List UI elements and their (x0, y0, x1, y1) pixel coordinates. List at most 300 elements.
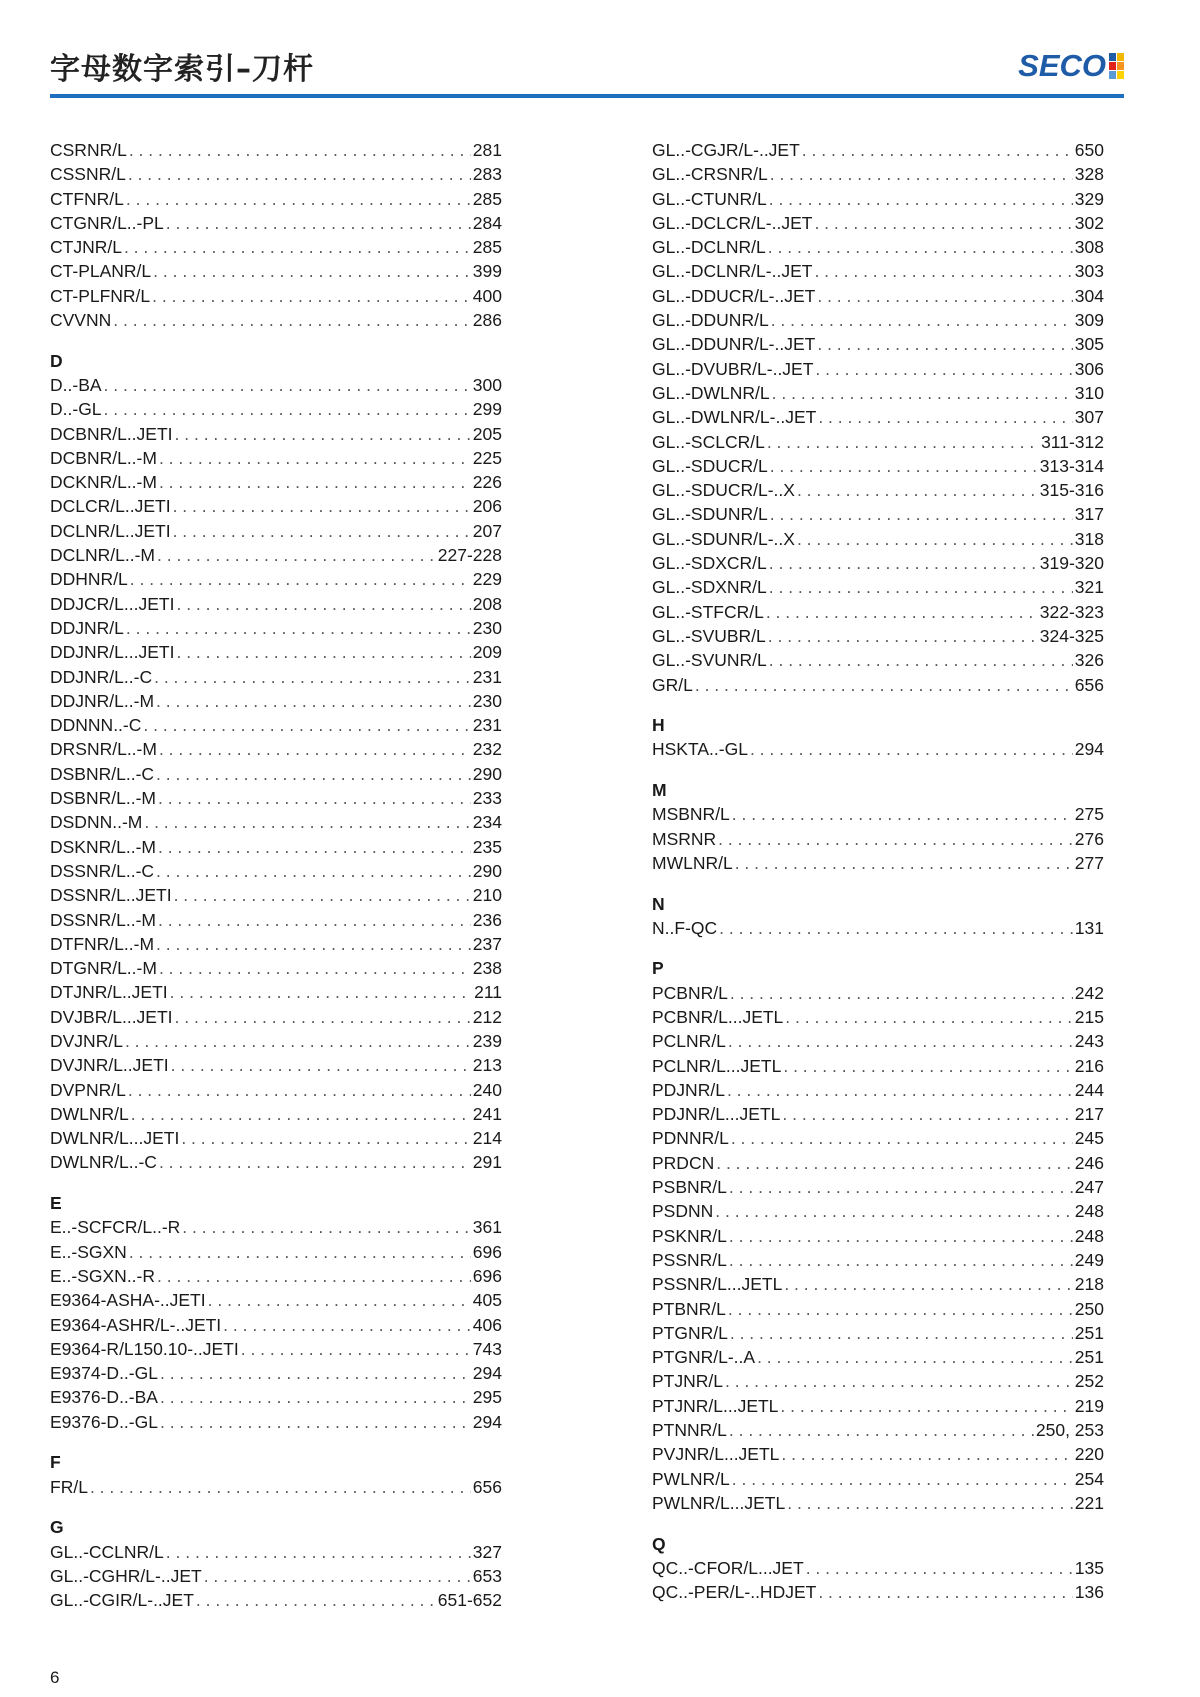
entry-code: DTFNR/L..-M (50, 933, 155, 954)
entry-page: 310 (1074, 382, 1104, 403)
entry-page: 230 (472, 617, 502, 638)
dot-leader (131, 1102, 471, 1126)
dot-leader (181, 1126, 470, 1150)
entry-code: MWLNR/L (652, 852, 733, 873)
dot-leader (176, 592, 470, 616)
entry-code: PSBNR/L (652, 1177, 727, 1198)
entry-page: 400 (472, 285, 502, 306)
entry-code: DCLCR/L..JETI (50, 496, 171, 517)
entry-code: E9364-ASHR/L-..JETI (50, 1314, 222, 1335)
dot-leader (159, 470, 471, 494)
entry-code: CTFNR/L (50, 188, 124, 209)
seco-logo (1018, 48, 1124, 84)
entry-code: PWLNR/L...JETL (652, 1492, 786, 1513)
index-entry (50, 1588, 502, 1612)
entry-page: 324-325 (1039, 625, 1104, 646)
index-entry (652, 162, 1104, 186)
dot-leader (160, 1410, 471, 1434)
index-entry (652, 1151, 1104, 1175)
dot-leader (176, 640, 470, 664)
index-entry (50, 835, 502, 859)
entry-page: 225 (472, 447, 502, 468)
index-entry (652, 1126, 1104, 1150)
entry-code: GL..-DCLNR/L-..JET (652, 261, 813, 282)
entry-page: 205 (472, 423, 502, 444)
index-entry (652, 259, 1104, 283)
entry-page: 244 (1074, 1079, 1104, 1100)
index-entry (652, 851, 1104, 875)
dot-leader (769, 551, 1038, 575)
entry-code: DDJNR/L...JETI (50, 642, 175, 663)
index-entry (50, 1264, 502, 1288)
entry-code: QC..-CFOR/L...JET (652, 1557, 804, 1578)
entry-page: 221 (1074, 1492, 1104, 1513)
dot-leader (170, 980, 472, 1004)
index-entry (50, 446, 502, 470)
entry-code: GL..-STFCR/L (652, 601, 764, 622)
entry-page: 252 (1074, 1371, 1104, 1392)
dot-leader (129, 1240, 471, 1264)
entry-page: 290 (472, 763, 502, 784)
entry-code: MSRNR (652, 828, 717, 849)
entry-code: GL..-SDUNR/L-..X (652, 528, 795, 549)
dot-leader (174, 883, 471, 907)
index-entry (652, 1054, 1104, 1078)
index-entry (652, 357, 1104, 381)
entry-page: 212 (472, 1006, 502, 1027)
index-entry (50, 284, 502, 308)
dot-leader (156, 859, 471, 883)
index-entry (652, 624, 1104, 648)
index-entry (50, 810, 502, 834)
index-entry (50, 883, 502, 907)
entry-page: 135 (1074, 1557, 1104, 1578)
dot-leader (750, 737, 1073, 761)
entry-page: 233 (472, 788, 502, 809)
index-entry (50, 1005, 502, 1029)
entry-page: 317 (1074, 504, 1104, 525)
entry-page: 241 (472, 1103, 502, 1124)
index-entry (50, 1475, 502, 1499)
dot-leader (797, 478, 1038, 502)
entry-code: N..F-QC (652, 917, 718, 938)
index-entry (50, 980, 502, 1004)
dot-leader (158, 835, 471, 859)
index-entry (652, 1199, 1104, 1223)
dot-leader (767, 430, 1039, 454)
entry-code: GL..-SVUBR/L (652, 625, 766, 646)
entry-page: 294 (472, 1363, 502, 1384)
dot-leader (817, 284, 1072, 308)
index-entry (50, 1410, 502, 1434)
entry-code: PRDCN (652, 1152, 715, 1173)
logo-text: SECO (1018, 48, 1106, 83)
index-entry (50, 1564, 502, 1588)
index-entry (652, 1297, 1104, 1321)
entry-page: 215 (1074, 1006, 1104, 1027)
dot-leader (144, 810, 470, 834)
index-entry (50, 1078, 502, 1102)
entry-page: 246 (1074, 1152, 1104, 1173)
dot-leader (769, 648, 1073, 672)
entry-code: PCBNR/L...JETL (652, 1006, 784, 1027)
entry-code: PVJNR/L...JETL (652, 1444, 780, 1465)
entry-code: DSSNR/L..-C (50, 860, 155, 881)
entry-code: PSSNR/L (652, 1249, 727, 1270)
dot-leader (769, 187, 1073, 211)
entry-code: DDJCR/L...JETI (50, 593, 175, 614)
dot-leader (802, 138, 1073, 162)
dot-leader (154, 665, 471, 689)
entry-page: 208 (472, 593, 502, 614)
dot-leader (156, 689, 471, 713)
index-entry (652, 211, 1104, 235)
dot-leader (124, 235, 471, 259)
index-entry (50, 211, 502, 235)
entry-code: DSSNR/L..-M (50, 909, 156, 930)
index-entry (652, 981, 1104, 1005)
entry-code: QC..-PER/L-..HDJET (652, 1582, 817, 1603)
dot-leader (729, 1224, 1073, 1248)
entry-page: 207 (472, 520, 502, 541)
entry-page: 650 (1074, 140, 1104, 160)
entry-page: 291 (472, 1152, 502, 1173)
entry-page: 237 (472, 933, 502, 954)
entry-code: PWLNR/L (652, 1468, 730, 1489)
index-entry (652, 1248, 1104, 1272)
entry-code: GL..-SDUNR/L (652, 504, 768, 525)
index-entry (652, 1345, 1104, 1369)
index-entry (50, 1150, 502, 1174)
dot-leader (766, 600, 1038, 624)
entry-page: 305 (1074, 334, 1104, 355)
index-entry (50, 592, 502, 616)
index-letter-heading: F (50, 1452, 61, 1473)
dot-leader (784, 1272, 1072, 1296)
entry-page: 214 (472, 1128, 502, 1149)
index-entry (50, 422, 502, 446)
entry-code: PCBNR/L (652, 982, 728, 1003)
entry-code: PTGNR/L (652, 1322, 728, 1343)
entry-page: 218 (1074, 1274, 1104, 1295)
entry-page: 240 (472, 1079, 502, 1100)
entry-page: 213 (472, 1055, 502, 1076)
entry-page: 239 (472, 1030, 502, 1051)
entry-code: GL..-CGIR/L-..JET (50, 1590, 194, 1611)
entry-page: 329 (1074, 188, 1104, 209)
index-entry (652, 1394, 1104, 1418)
dot-leader (768, 624, 1038, 648)
index-letter-heading: G (50, 1517, 64, 1538)
dot-leader (104, 397, 471, 421)
entry-code: DCBNR/L..-M (50, 447, 157, 468)
entry-page: 254 (1074, 1468, 1104, 1489)
index-entry (50, 162, 502, 186)
entry-code: GL..-DDUNR/L (652, 310, 769, 331)
index-entry (652, 1029, 1104, 1053)
index-entry (50, 567, 502, 591)
dot-leader (182, 1215, 471, 1239)
entry-page: 136 (1074, 1582, 1104, 1603)
index-entry (652, 1369, 1104, 1393)
dot-leader (241, 1337, 471, 1361)
index-entry (652, 235, 1104, 259)
dot-leader (797, 527, 1073, 551)
entry-page: 743 (472, 1338, 502, 1359)
entry-code: HSKTA..-GL (652, 739, 748, 760)
dot-leader (160, 1385, 471, 1409)
dot-leader (159, 737, 471, 761)
entry-code: MSBNR/L (652, 804, 730, 825)
index-entry (652, 454, 1104, 478)
index-entry (652, 1321, 1104, 1345)
entry-page: 250, 253 (1035, 1420, 1104, 1441)
index-entry (50, 138, 502, 162)
entry-code: DDJNR/L (50, 617, 124, 638)
index-entry (50, 1029, 502, 1053)
entry-page: 299 (472, 399, 502, 420)
dot-leader (732, 802, 1073, 826)
entry-code: DCLNR/L..-M (50, 545, 156, 566)
entry-page: 238 (472, 958, 502, 979)
dot-leader (770, 502, 1073, 526)
entry-code: GL..-DCLCR/L-..JET (652, 212, 813, 233)
entry-page: 211 (474, 982, 502, 1003)
entry-page: 242 (1074, 982, 1104, 1003)
index-entry (50, 1288, 502, 1312)
entry-code: DDJNR/L..-C (50, 666, 153, 687)
dot-leader (113, 308, 471, 332)
entry-code: CTJNR/L (50, 237, 122, 258)
index-entry (50, 1240, 502, 1264)
index-entry (652, 1102, 1104, 1126)
index-letter-heading: N (652, 893, 665, 914)
entry-code: PTJNR/L (652, 1371, 723, 1392)
entry-code: PTBNR/L (652, 1298, 726, 1319)
dot-leader (780, 1394, 1072, 1418)
dot-leader (772, 381, 1073, 405)
index-entry (652, 527, 1104, 551)
index-entry (50, 932, 502, 956)
entry-code: FR/L (50, 1476, 88, 1497)
entry-page: 309 (1074, 310, 1104, 331)
index-entry (652, 138, 1104, 162)
dot-leader (128, 162, 471, 186)
dot-leader (757, 1345, 1073, 1369)
entry-code: GL..-DCLNR/L (652, 237, 766, 258)
entry-code: E9364-ASHA-..JETI (50, 1290, 206, 1311)
entry-page: 651-652 (437, 1590, 502, 1611)
dot-leader (125, 1029, 471, 1053)
entry-page: 313-314 (1039, 455, 1104, 476)
entry-code: DCKNR/L..-M (50, 472, 157, 493)
dot-leader (817, 332, 1072, 356)
entry-page: 219 (1074, 1395, 1104, 1416)
index-entry (50, 259, 502, 283)
index-letter-heading: M (652, 780, 667, 801)
entry-code: PSKNR/L (652, 1225, 727, 1246)
dot-leader (814, 211, 1072, 235)
index-entry (50, 494, 502, 518)
entry-code: GL..-CGJR/L-..JET (652, 140, 800, 160)
dot-leader (156, 932, 471, 956)
entry-code: DDJNR/L..-M (50, 690, 155, 711)
dot-leader (730, 981, 1073, 1005)
dot-leader (715, 1199, 1073, 1223)
dot-leader (208, 1288, 471, 1312)
entry-code: GL..-CCLNR/L (50, 1541, 164, 1562)
entry-page: 216 (1074, 1055, 1104, 1076)
entry-code: GL..-SVUNR/L (652, 650, 767, 671)
index-letter-heading: E (50, 1193, 62, 1214)
entry-code: E9374-D..-GL (50, 1363, 158, 1384)
entry-code: E9376-D..-BA (50, 1387, 158, 1408)
entry-code: DSDNN..-M (50, 812, 143, 833)
index-entry (50, 908, 502, 932)
dot-leader (783, 1054, 1072, 1078)
index-letter-heading: Q (652, 1533, 666, 1554)
dot-leader (695, 673, 1073, 697)
entry-page: 327 (472, 1541, 502, 1562)
entry-page: 300 (472, 374, 502, 395)
entry-code: DCBNR/L..JETI (50, 423, 173, 444)
entry-page: 249 (1074, 1249, 1104, 1270)
entry-code: DWLNR/L..-C (50, 1152, 157, 1173)
entry-page: 234 (472, 812, 502, 833)
index-entry (50, 616, 502, 640)
entry-page: 303 (1074, 261, 1104, 282)
dot-leader (719, 916, 1073, 940)
entry-page: 245 (1074, 1128, 1104, 1149)
entry-page: 290 (472, 860, 502, 881)
index-entry (652, 1224, 1104, 1248)
dot-leader (731, 1126, 1073, 1150)
entry-page: 318 (1074, 528, 1104, 549)
dot-leader (173, 494, 471, 518)
entry-code: E..-SGXN (50, 1241, 127, 1262)
entry-page: 308 (1074, 237, 1104, 258)
index-entry (652, 187, 1104, 211)
index-entry (652, 1467, 1104, 1491)
entry-code: PCLNR/L...JETL (652, 1055, 782, 1076)
entry-page: 230 (472, 690, 502, 711)
dot-leader (158, 908, 471, 932)
dot-leader (787, 1491, 1073, 1515)
dot-leader (818, 405, 1072, 429)
dot-leader (728, 1297, 1073, 1321)
entry-page: 247 (1074, 1177, 1104, 1198)
entry-code: DTGNR/L..-M (50, 958, 157, 979)
entry-code: CSSNR/L (50, 164, 126, 185)
index-entry (50, 737, 502, 761)
entry-code: GL..-CGHR/L-..JET (50, 1565, 202, 1586)
entry-page: 294 (472, 1411, 502, 1432)
dot-leader (815, 357, 1072, 381)
entry-code: GL..-DVUBR/L-..JET (652, 358, 814, 379)
index-entry (652, 1442, 1104, 1466)
entry-page: 656 (1074, 674, 1104, 695)
dot-leader (729, 1248, 1073, 1272)
entry-code: GL..-DWLNR/L (652, 382, 770, 403)
entry-page: 656 (472, 1476, 502, 1497)
entry-code: DVPNR/L (50, 1079, 126, 1100)
index-entry (652, 916, 1104, 940)
index-entry (50, 665, 502, 689)
dot-leader (730, 1321, 1073, 1345)
dot-leader (157, 543, 436, 567)
entry-page: 251 (1074, 1322, 1104, 1343)
dot-leader (171, 1053, 471, 1077)
entry-page: 328 (1074, 164, 1104, 185)
entry-page: 283 (472, 164, 502, 185)
entry-page: 361 (472, 1217, 502, 1238)
dot-leader (727, 1078, 1073, 1102)
index-entry (50, 1126, 502, 1150)
entry-code: DDHNR/L (50, 569, 128, 590)
entry-page: 250 (1074, 1298, 1104, 1319)
entry-page: 248 (1074, 1225, 1104, 1246)
index-entry (50, 689, 502, 713)
index-entry (652, 1078, 1104, 1102)
dot-leader (204, 1564, 471, 1588)
dot-leader (175, 422, 471, 446)
entry-page: 243 (1074, 1031, 1104, 1052)
index-entry (652, 284, 1104, 308)
entry-page: 321 (1074, 577, 1104, 598)
entry-code: GL..-DDUNR/L-..JET (652, 334, 816, 355)
entry-page: 277 (1074, 852, 1104, 873)
entry-page: 206 (472, 496, 502, 517)
entry-page: 284 (472, 212, 502, 233)
index-entry (652, 1418, 1104, 1442)
dot-leader (806, 1556, 1073, 1580)
index-entry (50, 1337, 502, 1361)
entry-page: 231 (472, 666, 502, 687)
dot-leader (173, 519, 471, 543)
entry-page: 322-323 (1039, 601, 1104, 622)
entry-code: GL..-SCLCR/L (652, 431, 765, 452)
entry-code: E9376-D..-GL (50, 1411, 158, 1432)
entry-code: DDNNN..-C (50, 715, 142, 736)
entry-page: 281 (472, 140, 502, 160)
dot-leader (130, 567, 471, 591)
dot-leader (725, 1369, 1073, 1393)
entry-code: DVJNR/L..JETI (50, 1055, 169, 1076)
logo-color-blocks-icon (1109, 53, 1124, 79)
entry-page: 209 (472, 642, 502, 663)
entry-page: 229 (472, 569, 502, 590)
dot-leader (152, 284, 471, 308)
index-letter-heading: H (652, 715, 665, 736)
entry-page: 319-320 (1039, 553, 1104, 574)
entry-page: 311-312 (1041, 431, 1104, 452)
entry-page: 275 (1074, 804, 1104, 825)
entry-page: 227-228 (437, 545, 502, 566)
entry-code: DTJNR/L..JETI (50, 982, 168, 1003)
entry-code: GL..-DWLNR/L-..JET (652, 407, 817, 428)
dot-leader (771, 308, 1073, 332)
entry-code: CSRNR/L (50, 140, 127, 160)
dot-leader (143, 713, 470, 737)
entry-code: GL..-SDUCR/L-..X (652, 480, 795, 501)
index-entry (652, 802, 1104, 826)
dot-leader (159, 446, 471, 470)
dot-leader (814, 259, 1072, 283)
entry-page: 653 (472, 1565, 502, 1586)
index-letter-heading: D (50, 350, 63, 371)
dot-leader (782, 1102, 1072, 1126)
entry-page: 295 (472, 1387, 502, 1408)
